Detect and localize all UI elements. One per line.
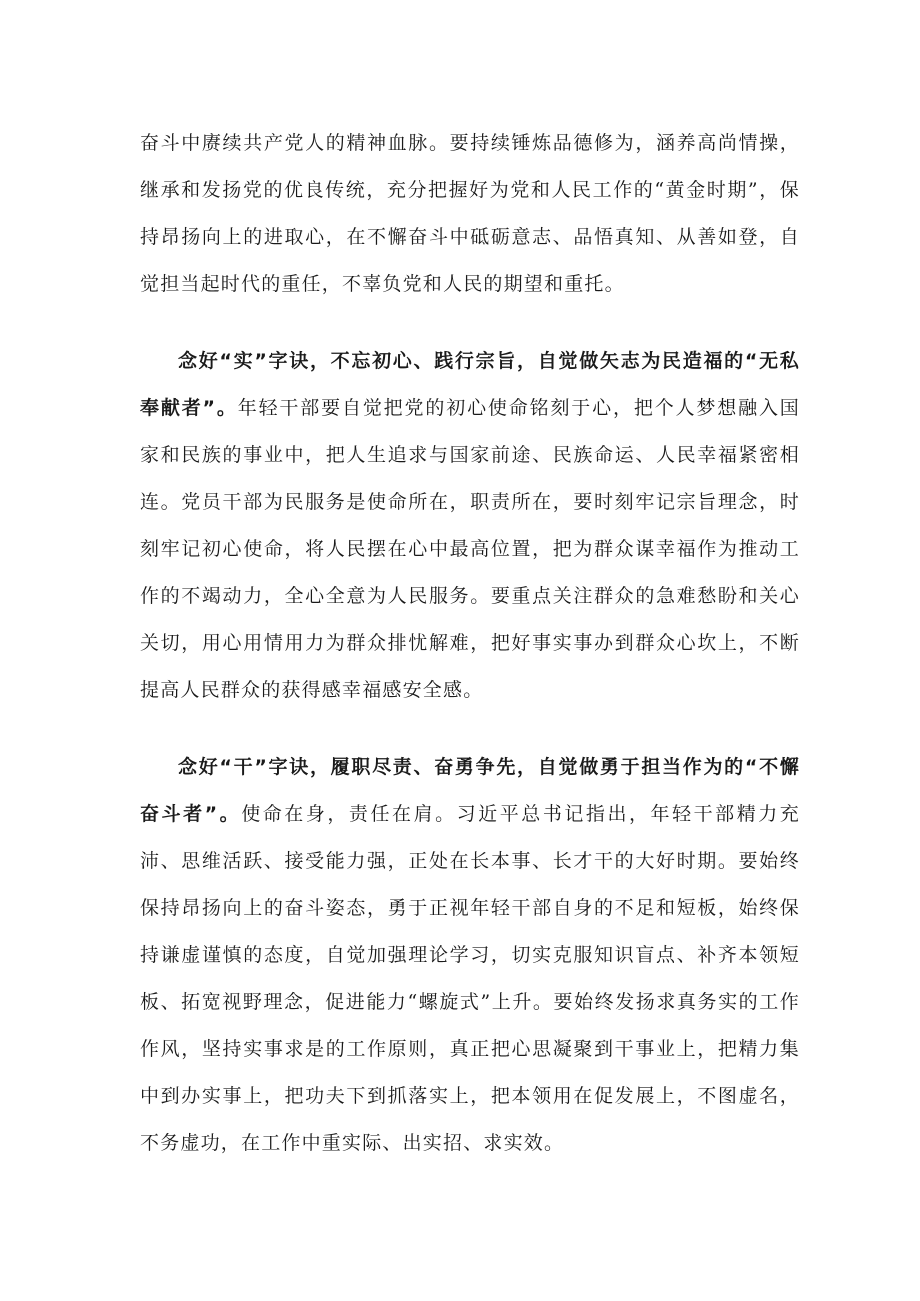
paragraph-1: [140, 120, 800, 308]
paragraph-3: [140, 744, 800, 1167]
paragraph-3-heading: 念好“干”字诀，履职尽责、奋勇争先，自觉做勇于担当作为的“不懈奋斗者”。: [140, 756, 800, 825]
paragraph-2-body: 年轻干部要自觉把党的初心使命铭刻于心，把个人梦想融入国家和民族的事业中，把人生追求与国家前途、民族命运、人民幸福紧密相连。党员干部为民服务是使命所在，职责所在，要时刻牢记宗旨理念，时刻牢记初心使命，将人民摆在心中最高位置，把为群众谋幸福作为推动工作的不竭动力，全心全意为人民服务。要重点关注群众的急难愁盼和关心关切，用心用情用力为群众排忧解难，把好事实事办到群众心坎上，不断提高人民群众的获得感幸福感安全感。: [140, 397, 800, 701]
paragraph-3-body: 使命在身，责任在肩。习近平总书记指出，年轻干部精力充沛、思维活跃、接受能力强，正处在长本事、长才干的大好时期。要始终保持昂扬向上的奋斗姿态，勇于正视年轻干部自身的不足和短板，始终保持谦虚谨慎的态度，自觉加强理论学习，切实克服知识盲点、补齐本领短板、拓宽视野理念，促进能力“螺旋式”上升。要始终发扬求真务实的工作作风，坚持实事求是的工作原则，真正把心思凝聚到干事业上，把精力集中到办实事上，把功夫下到抓落实上，把本领用在促发展上，不图虚名，不务虚功，在工作中重实际、出实招、求实效。: [140, 803, 801, 1154]
paragraph-1-body: 奋斗中赓续共产党人的精神血脉。要持续锤炼品德修为，涵养高尚情操，继承和发扬党的优良传统，充分把握好为党和人民工作的“黄金时期”，保持昂扬向上的进取心，在不懈奋斗中砥砺意志、品悟真知、从善如登，自觉担当起时代的重任，不辜负党和人民的期望和重托。: [140, 132, 800, 295]
paragraph-2-heading: 念好“实”字诀，不忘初心、践行宗旨，自觉做矢志为民造福的“无私奉献者”。: [140, 350, 800, 419]
document-body: [140, 120, 800, 1197]
paragraph-2: [140, 338, 800, 714]
